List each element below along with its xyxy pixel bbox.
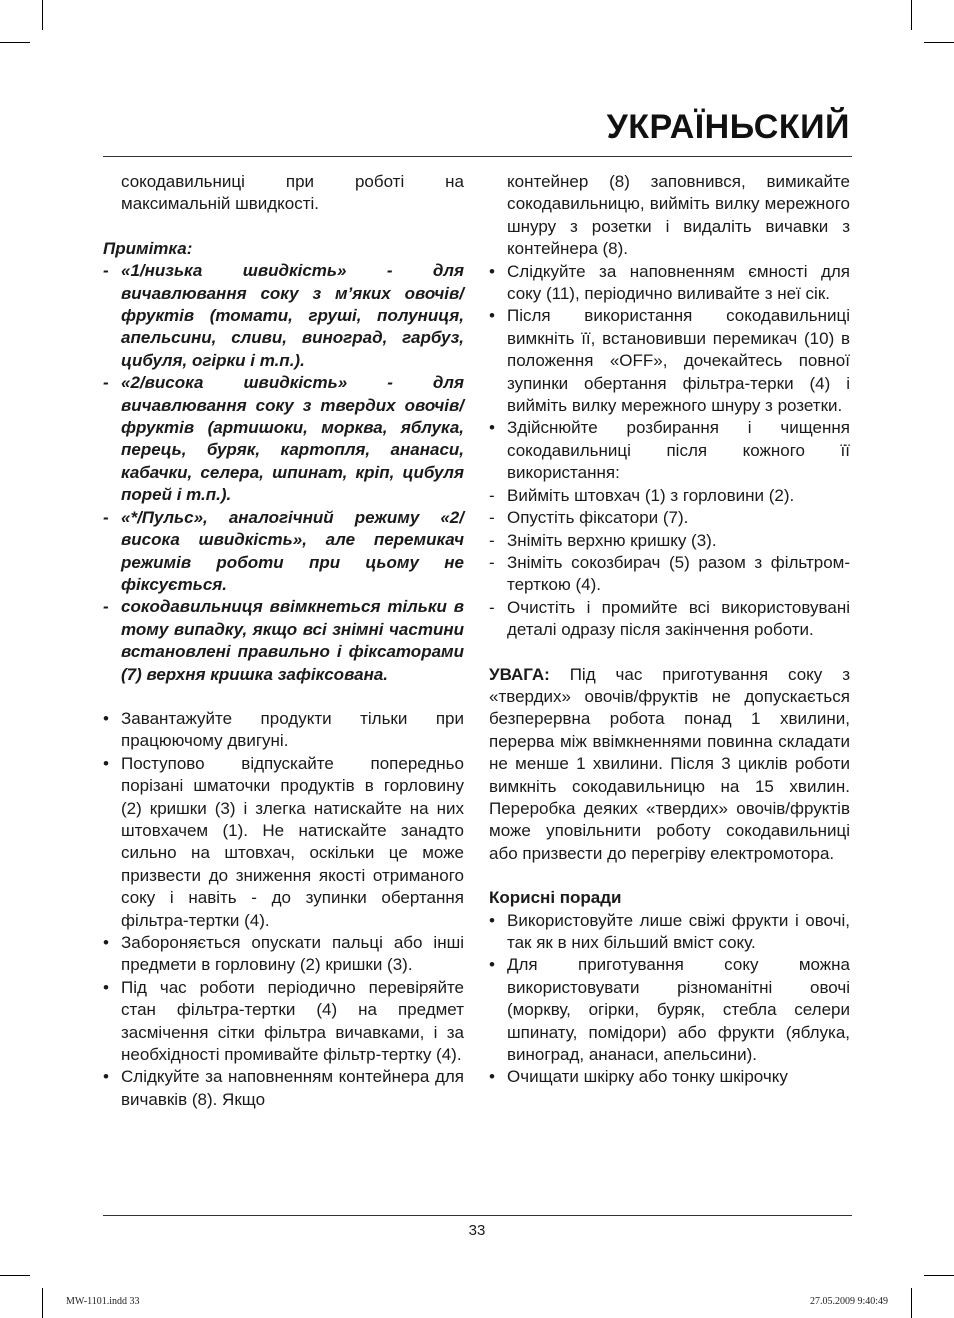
list-item — [103, 708, 464, 753]
list-item-text: Після використання сокодавильниці вимкніть її, встановивши перемикач (10) в положення «OFF», дочекайтесь повної зупинки обертання фільтра-терки (4) і вийміть вилку мережного шнуру з розетки. — [507, 306, 850, 416]
bullet-marker: • — [103, 753, 109, 773]
note-item — [103, 372, 464, 506]
note-text: сокодавильниця ввімкнеться тільки в тому випадку, якщо всі знімні частини встановлені правильно і фіксаторами (7) верхня кришка зафіксована. — [121, 597, 464, 684]
bullet-marker: • — [103, 977, 109, 997]
dash-marker: - — [489, 508, 495, 528]
dash-marker: - — [489, 552, 495, 572]
list-item — [489, 417, 850, 484]
bullet-marker: • — [103, 708, 109, 728]
note-title: Примітка: — [103, 238, 193, 258]
dash-item — [489, 552, 850, 597]
bullet-marker: • — [489, 910, 495, 930]
crop-mark — [42, 1288, 43, 1318]
note-text: «*/Пульс», аналогічний режиму «2/висока швидкість», але перемикач режимів роботи при цьому не фіксується. — [121, 507, 464, 594]
crop-mark — [911, 1288, 912, 1318]
tip-text: Для приготування соку можна використовувати різноманітні овочі (моркву, огірки, буряк, стебла селери шпинату, помідори) або фрукти (яблука, виноград, ананаси, апельсини). — [507, 955, 850, 1065]
header-rule — [103, 156, 852, 157]
list-item — [489, 261, 850, 306]
note-item — [103, 507, 464, 597]
dash-item-text: Зніміть сокозбирач (5) разом з фільтром-терткою (4). — [507, 552, 850, 595]
dash-marker: - — [489, 485, 495, 505]
list-item-text: Поступово відпускайте попередньо порізані шматочки продуктів в горловину (2) кришки (3) і злегка натискайте на них штовхачем (1). Не натискайте занадто сильно на штовхач, оскільки це може призвести до зниження якості отриманого соку і навіть - до зупинки обертання фільтра-тертки (4). — [121, 753, 464, 930]
continued-text: контейнер (8) заповнився, вимикайте сокодавильницю, вийміть вилку мережного шнуру з розетки і видаліть вичавки з контейнера (8). — [507, 172, 850, 259]
dash-marker: - — [103, 597, 109, 617]
crop-mark — [924, 42, 954, 43]
footer-rule — [103, 1215, 852, 1216]
warning-text: Під час приготування соку з «твердих» овочів/фруктів не допускається безперервна робота понад 1 хвилини, перерва між ввімкненнями повинна складати не менше 1 хвилини. Після 3 циклів роботи вимкніть сокодавильницю на 15 хвилин. Переробка деяких «твердих» овочів/фруктів може уповільнити роботу сокодавильниці або призвести до перегріву електромотора. — [489, 664, 850, 863]
warning-paragraph — [489, 664, 850, 866]
page-title: УКРАЇНЬСКИЙ — [606, 108, 850, 146]
note-item — [103, 260, 464, 372]
bullet-marker: • — [489, 261, 495, 281]
print-timestamp: 27.05.2009 9:40:49 — [809, 1296, 888, 1307]
list-item — [489, 305, 850, 417]
dash-item-text: Опустіть фіксатори (7). — [507, 508, 689, 528]
dash-marker: - — [103, 373, 109, 393]
list-item-text: Слідкуйте за наповненням контейнера для вичавків (8). Якщо — [121, 1067, 464, 1109]
file-info: MW-1101.indd 33 — [66, 1296, 140, 1307]
list-item — [103, 977, 464, 1067]
page-number: 33 — [468, 1222, 486, 1239]
warning-label: УВАГА: — [489, 664, 550, 684]
crop-mark — [924, 1275, 954, 1276]
tip-item — [489, 1066, 850, 1088]
dash-item-text: Зніміть верхню кришку (3). — [507, 530, 717, 550]
crop-mark — [42, 0, 43, 30]
list-item — [103, 1066, 464, 1111]
tip-item — [489, 954, 850, 1066]
list-item-text: Завантажуйте продукти тільки при працюючому двигуні. — [121, 708, 464, 751]
note-text: «2/висока швидкість» - для вичавлювання соку з твердих овочів/фруктів (артишоки, морква, яблука, перець, буряк, картопля, ананаси, кабачки, селера, шпинат, кріп, цибуля порей і т.п.). — [121, 373, 464, 505]
list-item — [103, 753, 464, 932]
list-item-text: Слідкуйте за наповненням ємності для соку (11), періодично виливайте з неї сік. — [507, 261, 850, 304]
crop-mark — [911, 0, 912, 30]
dash-item-text: Очистіть і промийте всі використовувані деталі одразу після закінчення роботи. — [507, 597, 850, 640]
tip-text: Використовуйте лише свіжі фрукти і овочі, так як в них більший вміст соку. — [507, 910, 850, 952]
bullet-marker: • — [489, 306, 495, 326]
bullet-marker: • — [103, 933, 109, 952]
dash-marker: - — [489, 597, 495, 617]
right-column — [489, 171, 850, 1089]
crop-mark — [0, 1275, 30, 1276]
tips-title: Корисні поради — [489, 888, 622, 908]
dash-marker: - — [103, 507, 109, 527]
dash-item-text: Вийміть штовхач (1) з горловини (2). — [507, 485, 795, 505]
dash-item — [489, 507, 850, 529]
dash-item — [489, 530, 850, 552]
dash-item — [489, 597, 850, 642]
bullet-marker: • — [489, 1067, 495, 1087]
crop-mark — [0, 42, 30, 43]
dash-marker: - — [489, 530, 495, 550]
dash-marker: - — [103, 261, 109, 281]
bullet-marker: • — [489, 955, 495, 975]
bullet-marker: • — [489, 418, 495, 438]
bullet-marker: • — [103, 1067, 109, 1087]
note-text: «1/низька швидкість» - для вичавлювання соку з м’яких овочів/фруктів (томати, груші, полуниця, апельсини, сливи, виноград, гарбуз, цибуля, огірки і т.п.). — [121, 261, 464, 370]
list-item-text: Забороняється опускати пальці або інші предмети в горловину (2) кришки (3). — [121, 933, 464, 975]
tip-text: Очищати шкірку або тонку шкірочку — [507, 1067, 788, 1087]
left-column — [103, 171, 464, 1111]
list-item-text: Під час роботи періодично перевіряйте стан фільтра-тертки (4) на предмет засмічення сітки фільтра вичавками, і за необхідності промивайте фільтр-тертку (4). — [121, 977, 464, 1065]
tip-item — [489, 910, 850, 955]
list-item-text: Здійснюйте розбирання і чищення сокодавильниці після кожного її використання: — [507, 418, 850, 483]
list-item — [103, 932, 464, 977]
intro-text: сокодавильниці при роботі на максимальній швидкості. — [121, 172, 464, 214]
dash-item — [489, 485, 850, 507]
note-item — [103, 596, 464, 686]
